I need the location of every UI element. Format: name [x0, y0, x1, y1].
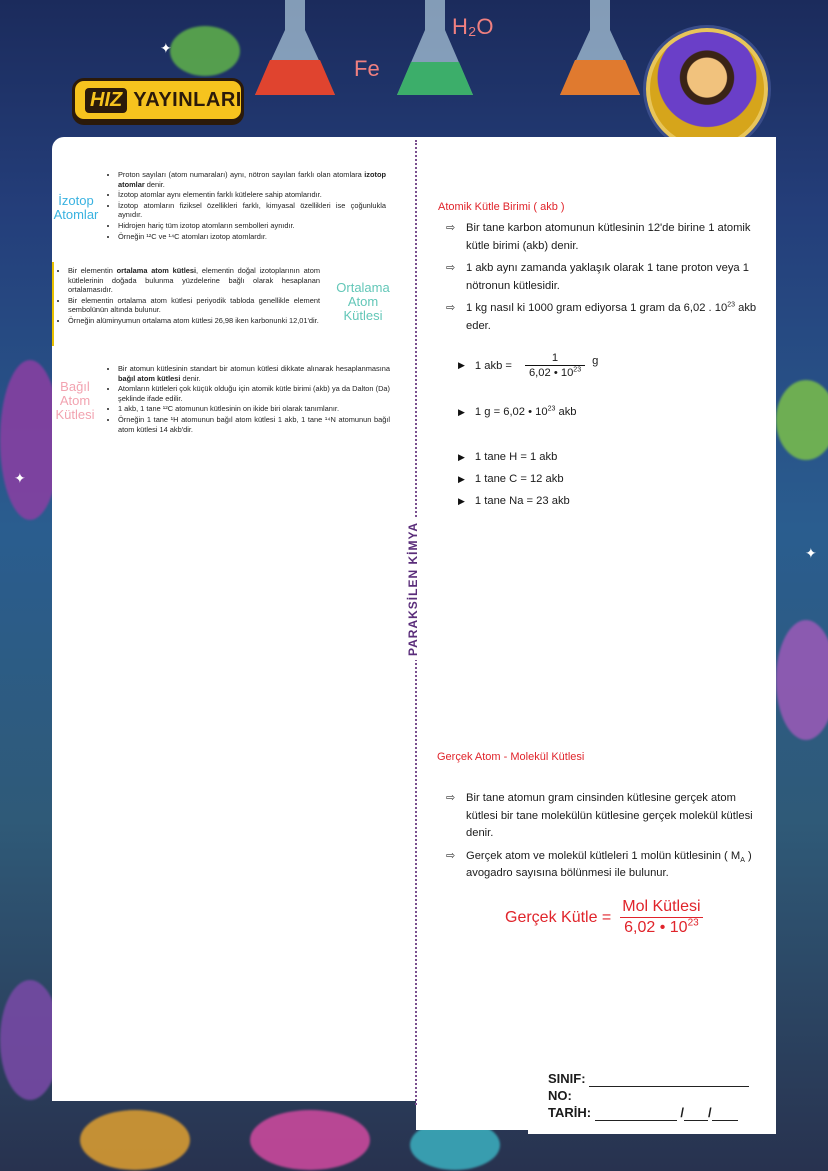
logo-prefix: HIZ	[85, 88, 127, 113]
smoke-decoration	[0, 980, 60, 1100]
ortalama-list	[58, 266, 320, 326]
akb-formula-1: ▶ 1 akb = $\frac{1}{6,02 • 10^{23}}$ g	[458, 352, 599, 379]
bagil-list	[118, 364, 390, 434]
real-mass-heading: Gerçek Atom - Molekül Kütlesi	[437, 751, 585, 763]
ortalama-title: Ortalama Atom Kütlesi	[336, 280, 390, 323]
smoke-decoration	[776, 380, 828, 460]
highlight-bar	[52, 262, 54, 346]
list-item: • Bir elementin ortalama atom kütlesi periyodik tabloda genellikle element sembolünün altında bulunur.	[68, 296, 320, 315]
flask-decoration	[250, 0, 340, 100]
list-item: • Örneğin 1 tane ¹H atomunun bağıl atom kütlesi 1 akb, 1 tane ¹⁴N atomunun bağıl atom kütlesi 14 akb'dir.	[118, 415, 390, 434]
flask-decoration	[555, 0, 645, 100]
star-decoration: ✦	[14, 470, 26, 486]
fraction: $\frac{1}{6,02 • 10^{23}}$	[525, 352, 585, 379]
arrow-icon: ⇨	[446, 849, 456, 862]
number-field[interactable]: NO:	[548, 1088, 572, 1103]
triangle-bullet-icon: ▶	[458, 495, 465, 506]
formula-decoration: H₂O	[452, 14, 494, 39]
star-decoration: ✦	[160, 40, 172, 56]
list-item: • Atomların kütleleri çok küçük olduğu için atomik kütle birimi (akb) ya da Dalton (Da) şeklinde ifade edilir.	[118, 384, 390, 403]
akb-formula-2: ▶ 1 g = 6,02 • $10^{23}$ akb	[458, 405, 577, 418]
ortalama-section	[58, 266, 320, 327]
list-item: • Örneğin alüminyumun ortalama atom kütlesi 26,98 iken karbonunki 12,01'dir.	[68, 316, 320, 326]
bagil-title: Bağıl Atom Kütlesi	[55, 379, 95, 422]
bagil-section	[118, 364, 390, 435]
triangle-bullet-icon: ▶	[458, 406, 465, 417]
izotop-title: İzotop Atomlar	[53, 193, 99, 222]
list-item: ⇨ 1 akb aynı zamanda yaklaşık olarak 1 tane proton veya 1 nötronun kütlesidir.	[446, 262, 749, 292]
real-mass-list	[446, 790, 768, 888]
list-item: ⇨ Bir tane karbon atomunun kütlesinin 12'de birine 1 atomik kütle birimi (akb) denir.	[446, 222, 751, 252]
triangle-bullet-icon: ▶	[458, 360, 465, 370]
example-item: ▶ 1 tane H = 1 akb	[458, 451, 558, 463]
arrow-icon: ⇨	[446, 302, 456, 314]
arrow-icon: ⇨	[446, 262, 456, 274]
smoke-decoration	[776, 620, 828, 740]
publisher-logo	[72, 78, 244, 122]
list-item: ⇨ Bir tane atomun gram cinsinden kütlesine gerçek atom kütlesi bir tane molekülün kütlesine gerçek molekül kütlesi denir.	[446, 792, 753, 839]
list-item: • Bir atomun kütlesinin standart bir atomun kütlesi dikkate alınarak hesaplanmasına bağıl atom kütlesi denir.	[118, 364, 390, 383]
list-item: • 1 akb, 1 tane ¹²C atomunun kütlesinin on ikide biri olarak tanımlanır.	[118, 404, 390, 414]
real-mass-formula: Gerçek Kütle = $\frac{\text{Mol Kütlesi}}{6,02 • 10^{23}}$	[505, 898, 708, 937]
star-decoration: ✦	[805, 545, 817, 561]
triangle-bullet-icon: ▶	[458, 451, 465, 462]
arrow-icon: ⇨	[446, 222, 456, 234]
date-field[interactable]: TARİH: / /	[548, 1104, 756, 1121]
vertical-brand-label: PARAKSİLEN KİMYA	[406, 518, 420, 660]
list-item: • Hidrojen hariç tüm izotop atomların sembolleri aynıdır.	[118, 221, 386, 231]
list-item: • Bir elementin ortalama atom kütlesi, elementin doğal izotoplarının atom kütlelerinin doğada bulunma yüzdelerine bağlı olarak hesaplanan ortalamasıdır.	[68, 266, 320, 295]
triangle-bullet-icon: ▶	[458, 473, 465, 484]
list-item: • İzotop atomların fiziksel özellikleri farklı, kimyasal özellikleri ise çoğunlukla aynıdır.	[118, 201, 386, 220]
akb-heading: Atomik Kütle Birimi ( akb )	[438, 201, 565, 213]
list-item: • Proton sayıları (atom numaraları) aynı, nötron sayıları farklı olan atomlara izotop atomlar denir.	[118, 170, 386, 189]
class-field[interactable]: SINIF:	[548, 1070, 756, 1087]
flask-decoration	[80, 1110, 190, 1170]
example-item: ▶ 1 tane C = 12 akb	[458, 473, 564, 485]
izotop-list	[118, 170, 386, 241]
student-info-box	[528, 1064, 776, 1134]
arrow-icon: ⇨	[446, 792, 456, 804]
list-item: ⇨ Gerçek atom ve molekül kütleleri 1 molün kütlesinin ( $M_A$ ) avogadro sayısına bölünmesi ile bulunur.	[446, 849, 752, 879]
list-item: ⇨ 1 kg nasıl ki 1000 gram ediyorsa 1 gram da 6,02 . $10^{23}$ akb eder.	[446, 301, 757, 332]
izotop-section	[118, 170, 386, 242]
list-item: • Örneğin ¹²C ve ¹⁴C atomları izotop atomlardır.	[118, 232, 386, 242]
fraction: $\frac{\text{Mol Kütlesi}}{6,02 • 10^{23}}$	[618, 898, 704, 937]
logo-name: YAYINLARI	[133, 88, 242, 111]
akb-list	[446, 220, 772, 340]
flask-decoration	[250, 1110, 370, 1170]
author-avatar	[646, 28, 768, 150]
formula-decoration: Fe	[354, 56, 380, 81]
smoke-decoration	[170, 26, 240, 76]
example-item: ▶ 1 tane Na = 23 akb	[458, 495, 570, 507]
list-item: • İzotop atomlar aynı elementin farklı kütlelere sahip atomlarıdır.	[118, 190, 386, 200]
